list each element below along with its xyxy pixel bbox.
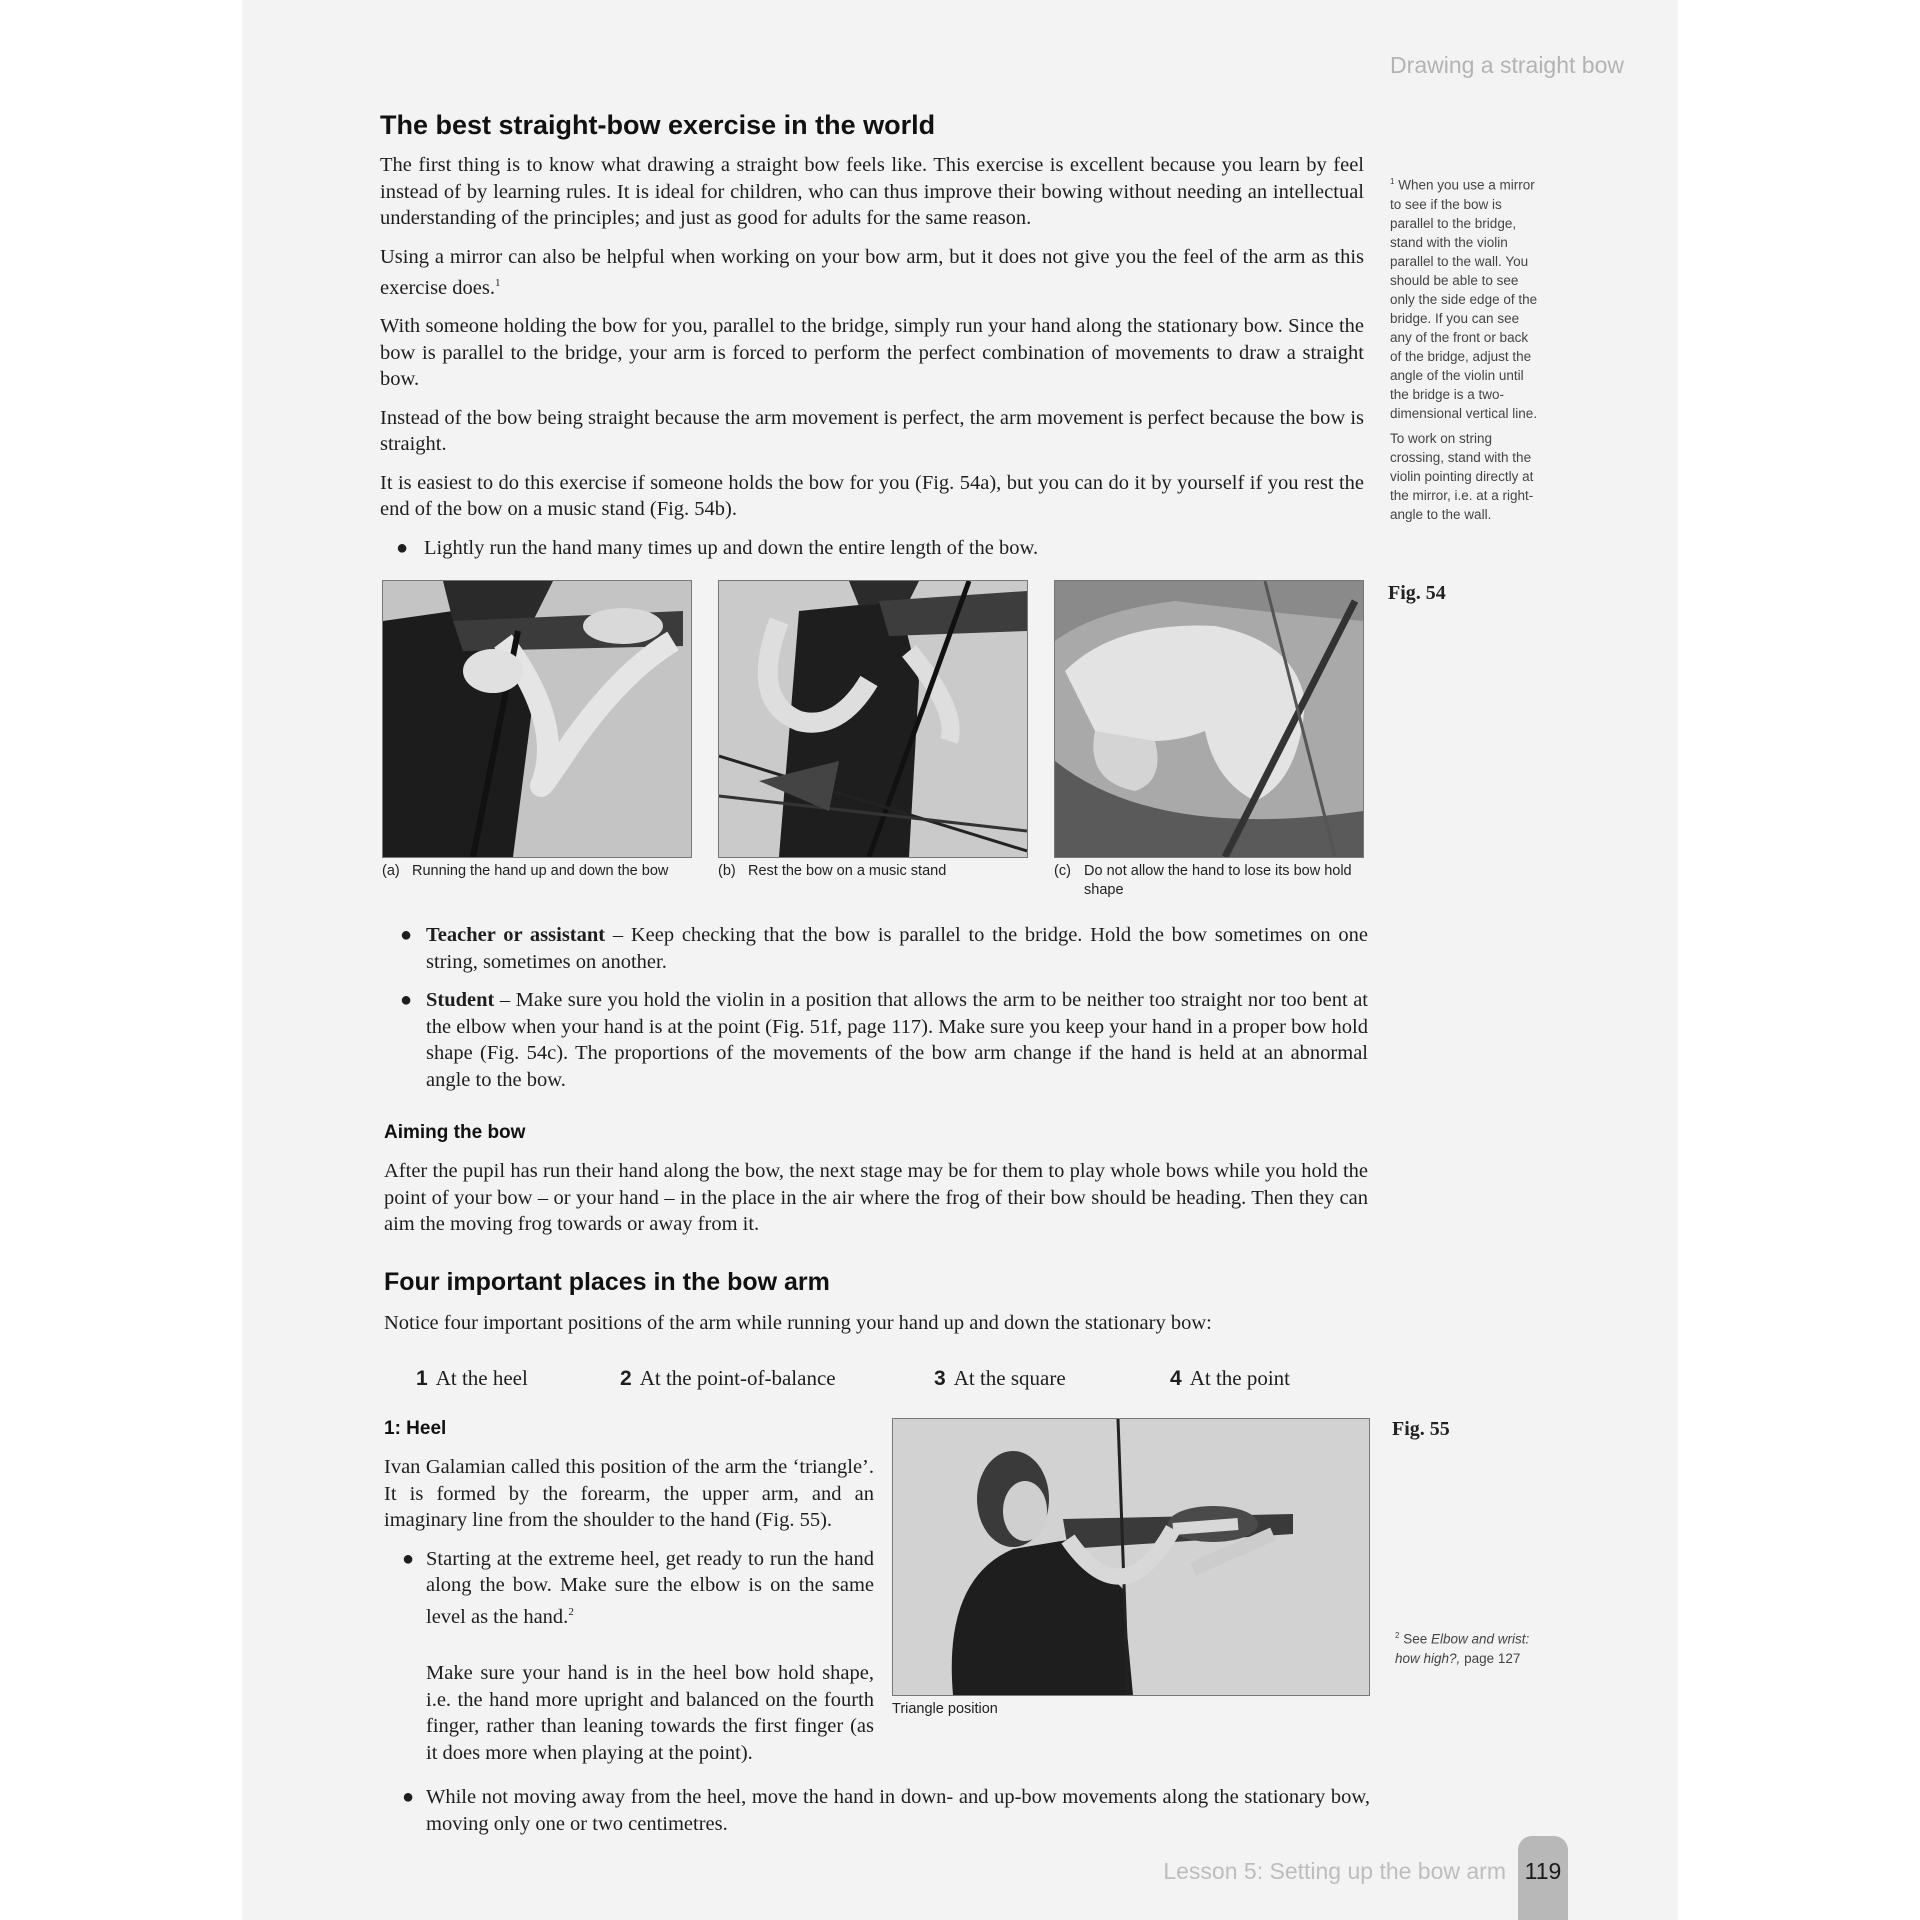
figure-caption: (c) Do not allow the hand to lose its bow hold shape [1054,863,1352,898]
heel-bullet-2 [384,1784,1370,1837]
running-head: Drawing a straight bow [1390,52,1624,78]
paragraph: It is easiest to do this exercise if someone holds the bow for you (Fig. 54a), but you can do it by yourself if you rest the end of the bow on a music stand (Fig. 54b). [380,471,1364,521]
bullet-icon: ● [396,536,409,559]
figure-caption: (a) Running the hand up and down the bow [382,863,669,879]
paragraph: Instead of the bow being straight because the arm movement is perfect, the arm movement is perfect because the bow is straight. [380,406,1364,456]
running-foot: Lesson 5: Setting up the bow arm [1163,1858,1506,1884]
paragraph: The first thing is to know what drawing a straight bow feels like. This exercise is excellent because you learn by feel instead of by learning rules. It is ideal for children, who can thus improve their bowing without needing an intellectual understanding of the principles; and just as good for adults for the same reason. [380,154,1364,229]
figure-label: Fig. 55 [1392,1418,1450,1440]
photo-bow-on-stand [718,580,1028,858]
guidance-list [382,922,1368,1093]
footnote-ref: 2 [568,1605,574,1618]
list-item: ● Lightly run the hand many times up and down the entire length of the bow. [380,535,1364,562]
list-item: ● Starting at the extreme heel, get ready to run the hand along the bow. Make sure the elbow is on the same level as the hand.$^2$ [402,1547,874,1628]
list-item: ● Teacher or assistant – Keep checking that the bow is parallel to the bridge. Hold the bow sometimes on one string, sometimes on another. [400,924,1368,973]
list-item: ● Student – Make sure you hold the violin in a position that allows the arm to be neither too straight nor too bent at the elbow when your hand is at the point (Fig. 51f, page 117). Make sure you keep your hand in a proper bow hold shape (Fig. 54c). The proportions of the movements of the bow arm change if the hand is held at an abnormal angle to the bow. [400,989,1368,1091]
bullet-icon: ● [400,924,413,946]
list-item: ● While not moving away from the heel, move the hand in down- and up-bow movements along the stationary bow, moving only one or two centimetres. [402,1786,1370,1835]
positions-list-item: 2 At the point-of-balance [620,1366,836,1390]
positions-list-item: 4 At the point [1170,1366,1291,1390]
sidenote [1390,172,1540,524]
section-title: The best straight-bow exercise in the world [380,110,936,140]
footnote-ref: 1 [494,277,501,289]
positions-list-item: 3 At the square [934,1366,1066,1390]
section-title: Four important places in the bow arm [384,1268,830,1296]
figure-label: Fig. 54 [1388,582,1446,604]
subsection-title: 1: Heel [384,1418,447,1439]
paragraph: Using a mirror can also be helpful when working on your bow arm, but it does not give you the feel of the arm as this exercise does.$^1$ [380,245,1364,299]
paragraph: After the pupil has run their hand along the bow, the next stage may be for them to play whole bows while you hold the point of your bow – or your hand – in the place in the air where the frog of their bow should be heading. Then they can aim the moving frog towards or away from it. [384,1160,1368,1235]
photo-hand-on-bow [382,580,692,858]
figure-caption: (b) Rest the bow on a music stand [718,863,947,879]
sidenote-text: To work on string crossing, stand with the violin pointing directly at the mirror, i.e. at a right-angle to the wall. [1390,430,1534,522]
bullet-icon: ● [400,989,413,1011]
paragraph: Ivan Galamian called this position of the arm the ‘triangle’. It is formed by the forearm, the upper arm, and an imaginary line from the shoulder to the hand (Fig. 55). [384,1456,874,1531]
bullet-icon: ● [402,1786,415,1808]
sidenote-text: $^1$ When you use a mirror to see if the bow is parallel to the bridge, stand with the violin parallel to the wall. You should be able to see only the side edge of the bridge. If you can see any of the front or back of the bridge, adjust the angle of the violin until the bridge is a two-dimensional vertical line. [1390,177,1538,421]
paragraph: Notice four important positions of the arm while running your hand up and down the stationary bow: [384,1312,1212,1334]
subsection-title: Aiming the bow [384,1122,526,1143]
page-number: 119 [1524,1858,1562,1884]
photo-triangle-position [892,1418,1370,1696]
paragraph: With someone holding the bow for you, parallel to the bridge, simply run your hand along the stationary bow. Since the bow is parallel to the bridge, your arm is forced to perform the perfect combination of movements to draw a straight bow. [380,315,1364,391]
bullet-icon: ● [402,1547,415,1570]
positions-list-item: 1 At the heel [416,1366,528,1390]
sidenote: $^2$ See Elbow and wrist: how high?, page 127 [1395,1631,1530,1666]
figure-caption: Triangle position [892,1701,998,1717]
section1-body [380,152,1364,561]
document-page [242,0,1678,1920]
photo-bow-hold-closeup [1054,580,1364,858]
heel-body [384,1454,874,1630]
heel-bullet-continuation: Make sure your hand is in the heel bow hold shape, i.e. the hand more upright and balanced on the fourth finger, rather than leaning towards the first finger (as it does more when playing at the point). [426,1662,874,1764]
